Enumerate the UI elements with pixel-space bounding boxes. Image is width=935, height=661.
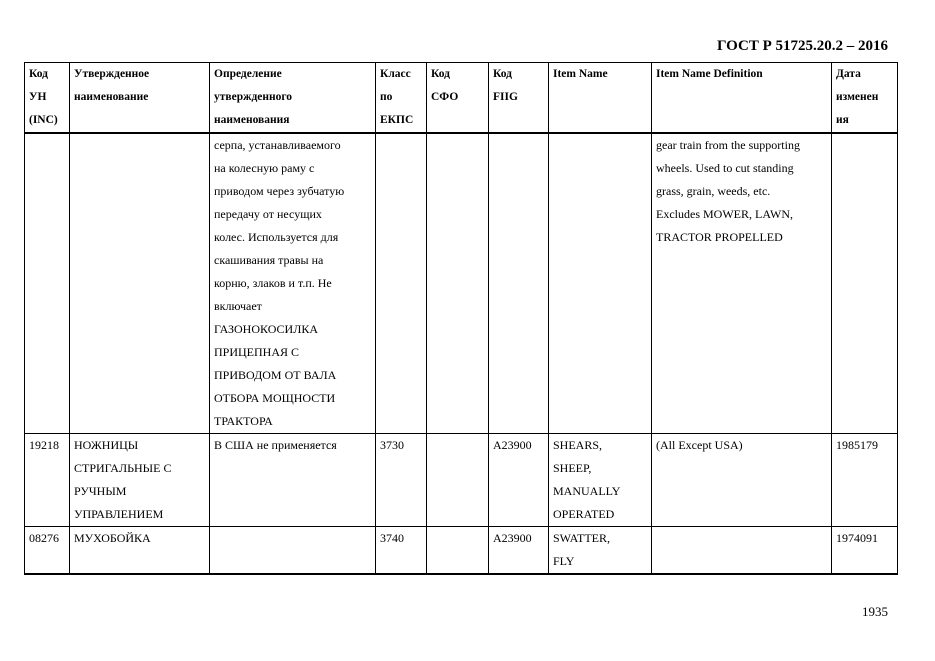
cell-item-name: SWATTER, FLY [549, 527, 652, 575]
header-ekps-class: Класс по ЕКПС [376, 63, 427, 134]
cell-approved-name: НОЖНИЦЫ СТРИГАЛЬНЫЕ С РУЧНЫМ УПРАВЛЕНИЕМ [70, 434, 210, 527]
header-inc: Код УН (INC) [25, 63, 70, 134]
cell-fiig-code: A23900 [489, 434, 549, 527]
document-title: ГОСТ Р 51725.20.2 – 2016 [716, 38, 888, 54]
cell-sfo-code [427, 434, 489, 527]
cell-approved-name: МУХОБОЙКА [70, 527, 210, 575]
cell-inc: 19218 [25, 434, 70, 527]
header-change-date: Дата изменен ия [832, 63, 898, 134]
table-row [25, 434, 898, 527]
cell-ekps-class: 3740 [376, 527, 427, 575]
cell-change-date: 1985179 [832, 434, 898, 527]
header-sfo-code: Код СФО [427, 63, 489, 134]
table-row [25, 527, 898, 575]
cell-definition: В США не применяется [210, 434, 376, 527]
cell-inc: 08276 [25, 527, 70, 575]
cell-definition [210, 527, 376, 575]
cell-ekps-class [376, 133, 427, 434]
cell-ekps-class: 3730 [376, 434, 427, 527]
header-item-name: Item Name [549, 63, 652, 134]
cell-definition: серпа, устанавливаемого на колесную раму с приводом через зубчатую передачу от несущих колес. Используется для скашивания травы на корню, злаков и т.п. Не включает ГАЗОНОКОСИЛКА ПРИЦЕПНАЯ С ПРИВОДОМ ОТ ВАЛА ОТБОРА МОЩНОСТИ ТРАКТОРА [210, 133, 376, 434]
header-definition: Определение утвержденного наименования [210, 63, 376, 134]
cell-change-date: 1974091 [832, 527, 898, 575]
page-number: 1935 [862, 604, 888, 619]
cell-inc [25, 133, 70, 434]
header-item-name-definition: Item Name Definition [652, 63, 832, 134]
cell-item-name-definition [652, 527, 832, 575]
cell-fiig-code: A23900 [489, 527, 549, 575]
cell-item-name: SHEARS, SHEEP, MANUALLY OPERATED [549, 434, 652, 527]
cell-approved-name [70, 133, 210, 434]
cell-fiig-code [489, 133, 549, 434]
cell-item-name-definition: (All Except USA) [652, 434, 832, 527]
header-approved-name: Утвержденное наименование [70, 63, 210, 134]
catalog-table [24, 62, 898, 575]
header-fiig-code: Код FIIG [489, 63, 549, 134]
cell-item-name [549, 133, 652, 434]
cell-sfo-code [427, 527, 489, 575]
table-row [25, 133, 898, 434]
cell-sfo-code [427, 133, 489, 434]
cell-item-name-definition: gear train from the supporting wheels. Used to cut standing grass, grain, weeds, etc. Excludes MOWER, LAWN, TRACTOR PROPELLED [652, 133, 832, 434]
cell-change-date [832, 133, 898, 434]
table-header-row [25, 63, 898, 134]
